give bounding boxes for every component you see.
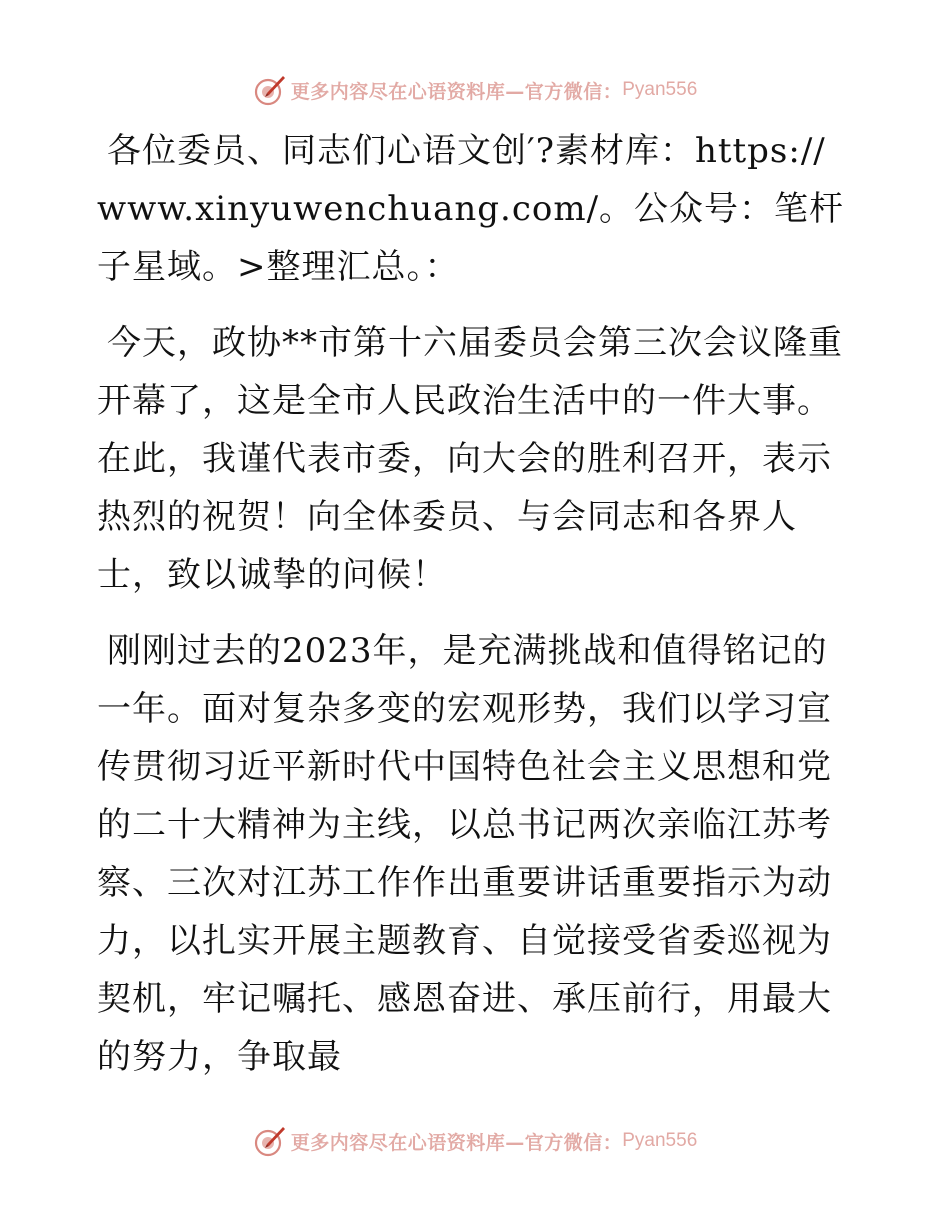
document-body xyxy=(97,122,849,1106)
banner-text: 更多内容尽在心语资料库—官方微信： xyxy=(290,1131,623,1154)
header-banner xyxy=(0,70,950,110)
banner-text: 更多内容尽在心语资料库—官方微信： xyxy=(290,80,623,103)
paragraph: 各位委员、同志们心语文创′?素材库：https://www.xinyuwenchuang.com/。公众号：笔杆子星域。>整理汇总。： xyxy=(97,131,845,287)
footer-banner xyxy=(0,1121,950,1161)
quill-pen-logo-icon xyxy=(253,73,287,107)
paragraph: 刚刚过去的2023年，是充满挑战和值得铭记的一年。面对复杂多变的宏观形势，我们以学习宣传贯彻习近平新时代中国特色社会主义思想和党的二十大精神为主线，以总书记两次亲临江苏考察、三次对江苏工作作出重要讲话重要指示为动力，以扎实开展主题教育、自觉接受省委巡视为契机，牢记嘱托、感恩奋进、承压前行，用最大的努力，争取最 xyxy=(97,631,832,1077)
quill-pen-logo-icon xyxy=(253,1124,287,1158)
banner-wechat-handle: Pyan556 xyxy=(622,1130,698,1151)
banner-wechat-handle: Pyan556 xyxy=(622,79,698,100)
paragraph: 今天，政协**市第十六届委员会第三次会议隆重开幕了，这是全市人民政治生活中的一件大事。在此，我谨代表市委，向大会的胜利召开，表示热烈的祝贺！向全体委员、与会同志和各界人士，致以诚挚的问候！ xyxy=(97,323,843,595)
